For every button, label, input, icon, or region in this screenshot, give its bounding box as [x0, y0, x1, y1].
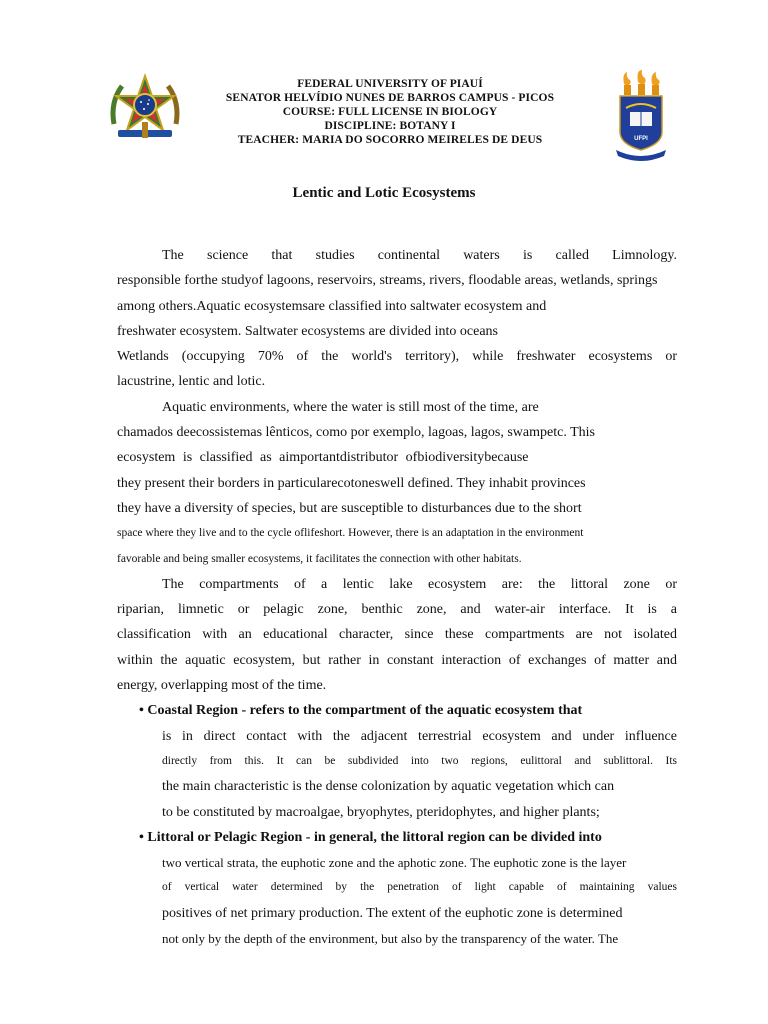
- bullet-heading-littoral-pelagic-region: • Littoral or Pelagic Region - in general, the littoral region can be divided into: [139, 829, 602, 845]
- text-line: responsible forthe studyof lagoons, reservoirs, streams, rivers, floodable areas, wetlands, springs: [117, 273, 658, 289]
- text-line: positives of net primary production. The extent of the euphotic zone is determined: [162, 905, 623, 921]
- text-line: they have a diversity of species, but are susceptible to disturbances due to the short: [117, 500, 582, 516]
- text-line: not only by the depth of the environment, but also by the transparency of the water. The: [162, 931, 619, 947]
- text-line: to be constituted by macroalgae, bryophytes, pteridophytes, and higher plants;: [162, 804, 600, 820]
- header-line-university: FEDERAL UNIVERSITY OF PIAUÍ: [297, 78, 483, 90]
- text-line: freshwater ecosystem. Saltwater ecosystems are divided into oceans: [117, 323, 498, 339]
- text-line: chamados deecossistemas lênticos, como por exemplo, lagoas, lagos, swampetc. This: [117, 425, 595, 441]
- text-line: favorable and being smaller ecosystems, it facilitates the connection with other habitats.: [117, 552, 522, 565]
- text-line: of vertical water determined by the penetration of light capable of maintaining values: [162, 881, 677, 894]
- text-line: space where they live and to the cycle oflifeshort. However, there is an adaptation in the environment: [117, 527, 584, 540]
- text-line: energy, overlapping most of the time.: [117, 678, 327, 694]
- text-line: Wetlands (occupying 70% of the world's territory), while freshwater ecosystems or: [117, 349, 677, 365]
- ufpi-emblem-icon: [614, 70, 668, 162]
- text-line: among others.Aquatic ecosystemsare classified into saltwater ecosystem and: [117, 298, 547, 314]
- text-line: two vertical strata, the euphotic zone and the aphotic zone. The euphotic zone is the layer: [162, 855, 627, 871]
- institution-header: [190, 77, 590, 147]
- header-line-teacher: TEACHER: MARIA DO SOCORRO MEIRELES DE DEUS: [237, 134, 543, 146]
- bullet-heading-coastal-region: • Coastal Region - refers to the compartment of the aquatic ecosystem that: [139, 703, 583, 719]
- header-line-course: COURSE: FULL LICENSE IN BIOLOGY: [282, 106, 498, 118]
- text-line: riparian, limnetic or pelagic zone, benthic zone, and water-air interface. It is a: [117, 602, 677, 618]
- header-line-campus: SENATOR HELVÍDIO NUNES DE BARROS CAMPUS - PICOS: [225, 92, 555, 104]
- text-line: Aquatic environments, where the water is still most of the time, are: [162, 399, 539, 415]
- text-line: The compartments of a lentic lake ecosystem are: the littoral zone or: [162, 576, 677, 592]
- text-line: directly from this. It can be subdivided into two regions, eulittoral and sublittoral. Its: [162, 754, 677, 767]
- text-line: they present their borders in particularecotoneswell defined. They inhabit provinces: [117, 475, 586, 491]
- header-line-discipline: DISCIPLINE: BOTANY I: [324, 120, 456, 132]
- text-line: ecosystem is classified as aimportantdistributor ofbiodiversitybecause: [117, 450, 529, 466]
- text-line: classification with an educational character, since these compartments are not isolated: [117, 627, 677, 643]
- text-line: lacustrine, lentic and lotic.: [117, 374, 266, 390]
- text-line: the main characteristic is the dense colonization by aquatic vegetation which can: [162, 779, 615, 795]
- text-line: The science that studies continental waters is called Limnology.: [162, 248, 677, 263]
- document-title: Lentic and Lotic Ecosystems: [292, 185, 476, 201]
- text-line: within the aquatic ecosystem, but rather in constant interaction of exchanges of matter and: [117, 652, 677, 668]
- document-body: [117, 243, 677, 951]
- text-line: is in direct contact with the adjacent terrestrial ecosystem and under influence: [162, 728, 677, 744]
- brazil-coat-of-arms-icon: [106, 72, 184, 150]
- ufpi-logo-text: UFPI: [634, 136, 648, 142]
